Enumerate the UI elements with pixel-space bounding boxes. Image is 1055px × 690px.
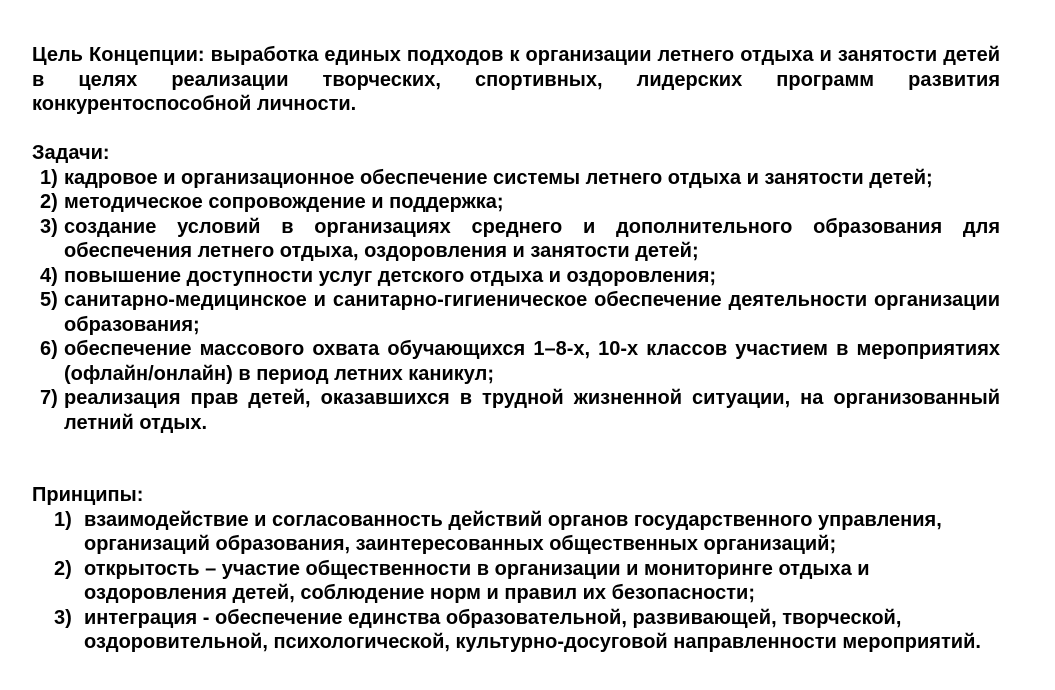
task-item bbox=[32, 264, 1000, 289]
principle-item bbox=[32, 606, 1000, 655]
principle-text: открытость – участие общественности в организации и мониторинге отдыха и оздоровления детей, соблюдение норм и правил их безопасности; bbox=[84, 557, 870, 604]
task-item bbox=[32, 215, 1000, 264]
task-text: реализация прав детей, оказавшихся в трудной жизненной ситуации, на организованный летний отдых. bbox=[64, 387, 1000, 434]
principle-number: 2) bbox=[54, 557, 72, 580]
principles-heading: Принципы: bbox=[32, 484, 144, 506]
principle-text: взаимодействие и согласованность действий органов государственного управления, организаций образования, заинтересованных общественных организаций; bbox=[84, 508, 942, 555]
task-text: санитарно-медицинское и санитарно-гигиеническое обеспечение деятельности организации образования; bbox=[64, 289, 1000, 336]
task-item bbox=[32, 166, 1000, 191]
task-number: 6) bbox=[40, 338, 58, 360]
task-number: 7) bbox=[40, 387, 58, 409]
task-item bbox=[32, 386, 1000, 435]
task-item bbox=[32, 288, 1000, 337]
task-item bbox=[32, 337, 1000, 386]
task-text: методическое сопровождение и поддержка; bbox=[64, 191, 504, 213]
task-text: кадровое и организационное обеспечение системы летнего отдыха и занятости детей; bbox=[64, 166, 933, 189]
document-page bbox=[32, 43, 1000, 655]
principle-item bbox=[32, 508, 1000, 557]
task-number: 2) bbox=[40, 191, 58, 213]
task-text: повышение доступности услуг детского отдыха и оздоровления; bbox=[64, 264, 717, 287]
task-number: 3) bbox=[40, 215, 58, 238]
task-text: обеспечение массового охвата обучающихся 1–8-х, 10-х классов участием в мероприятиях (офлайн/онлайн) в период летних каникул; bbox=[64, 338, 1000, 385]
task-text: создание условий в организациях среднего и дополнительного образования для обеспечения летнего отдыха, оздоровления и занятости детей; bbox=[64, 215, 1000, 262]
task-number: 1) bbox=[40, 166, 58, 189]
task-number: 4) bbox=[40, 264, 58, 287]
principle-item bbox=[32, 557, 1000, 606]
concept-goal-paragraph: Цель Концепции: выработка единых подходов к организации летнего отдыха и занятости детей в целях реализации творческих, спортивных, лидерских программ развития конкурентоспособной личности. bbox=[32, 44, 1000, 115]
task-item bbox=[32, 190, 1000, 215]
principle-number: 3) bbox=[54, 606, 72, 629]
principle-number: 1) bbox=[54, 508, 72, 531]
principles-list bbox=[32, 508, 1000, 655]
task-number: 5) bbox=[40, 289, 58, 311]
tasks-list bbox=[32, 166, 1000, 436]
tasks-heading: Задачи: bbox=[32, 142, 110, 164]
principle-text: интеграция - обеспечение единства образовательной, развивающей, творческой, оздоровительной, психологической, культурно-досуговой направленности мероприятий. bbox=[84, 606, 981, 653]
